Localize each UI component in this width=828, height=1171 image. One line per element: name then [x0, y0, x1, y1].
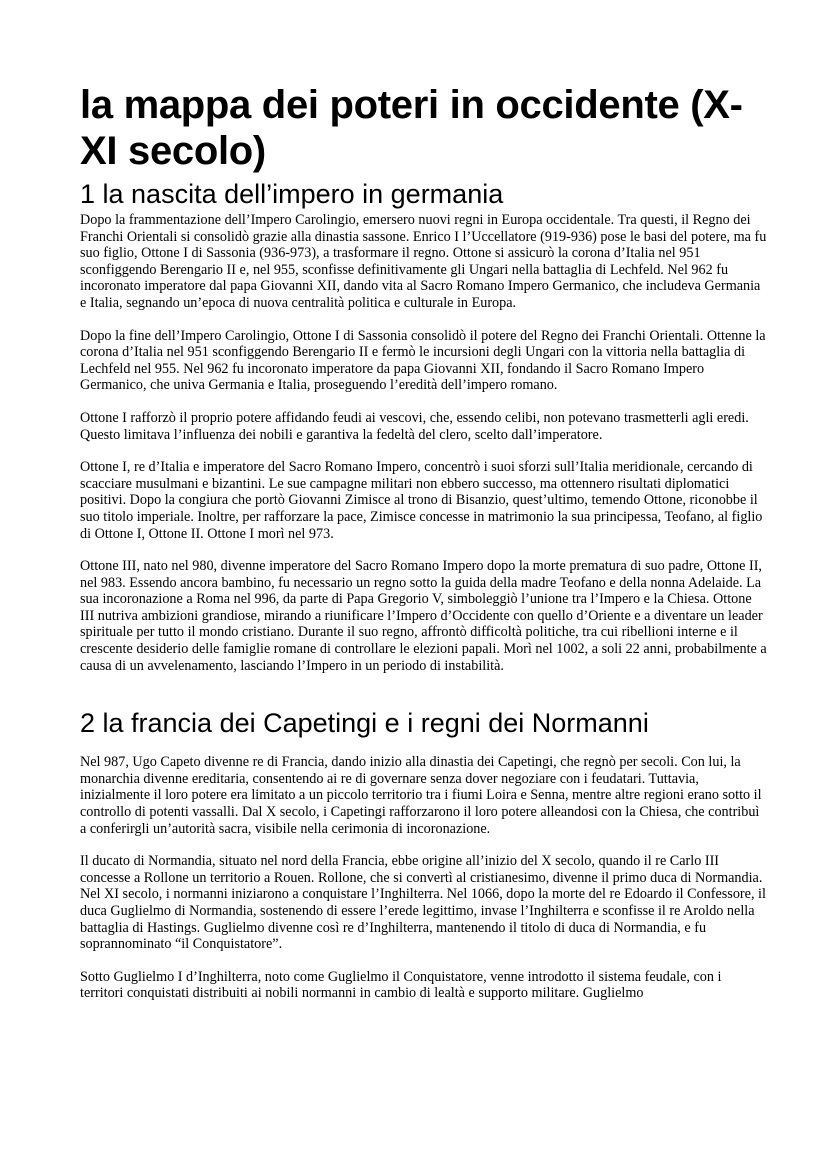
section-1-heading: 1 la nascita dell’impero in germania — [80, 179, 504, 209]
section-1-paragraph-2: Dopo la fine dell’Impero Carolingio, Ottone I di Sassonia consolidò il potere del Regno dei Franchi Orientali. Ottenne la corona d’Italia nel 951 sconfiggendo Berengario II e fermò le incursioni degli Ungari con la vittoria nella battaglia di Lechfeld nel 955. Nel 962 fu incoronato imperatore da papa Giovanni XII, fondando il Sacro Romano Impero Germanico, che univa Germania e Italia, proseguendo l’eredità dell’impero romano. — [80, 327, 766, 394]
section-2-paragraph-2: Il ducato di Normandia, situato nel nord della Francia, ebbe origine all’inizio del X secolo, quando il re Carlo III concesse a Rollone un territorio a Rouen. Rollone, che si convertì al cristianesimo, divenne il primo duca di Normandia. Nel XI secolo, i normanni iniziarono a conquistare l’Inghilterra. Nel 1066, dopo la morte del re Edoardo il Confessore, il duca Guglielmo di Normandia, sostenendo di essere l’erede legittimo, invase l’Inghilterra e sconfisse il re Aroldo nella battaglia di Hastings. Guglielmo divenne così re d’Inghilterra, mantenendo il titolo di duca di Normandia, e fu soprannominato “il Conquistatore”. — [80, 853, 766, 953]
section-1-paragraph-3: Ottone I rafforzò il proprio potere affidando feudi ai vescovi, che, essendo celibi, non potevano trasmetterli agli eredi. Questo limitava l’influenza dei nobili e garantiva la fedeltà del clero, scelto dall’imperatore. — [80, 409, 749, 443]
section-2-heading: 2 la francia dei Capetingi e i regni dei Normanni — [80, 708, 649, 739]
document-title: la mappa dei poteri in occidente (X-XI secolo) — [80, 83, 743, 173]
section-2-paragraph-1: Nel 987, Ugo Capeto divenne re di Francia, dando inizio alla dinastia dei Capetingi, che regnò per secoli. Con lui, la monarchia divenne ereditaria, consentendo ai re di governare senza dover negoziare con i feudatari. Tuttavia, inizialmente il loro potere era limitato a un piccolo territorio tra i fiumi Loira e Senna, mentre altre regioni erano sotto il controllo di potenti vassalli. Dal X secolo, i Capetingi rafforzarono il loro potere alleandosi con la Chiesa, che contribuì a conferirgli un’autorità sacra, visibile nella cerimonia di incoronazione. — [80, 754, 762, 837]
section-2-paragraph-3: Sotto Guglielmo I d’Inghilterra, noto come Guglielmo il Conquistatore, venne introdotto il sistema feudale, con i territori conquistati distribuiti ai nobili normanni in cambio di lealtà e supporto militare. Guglielmo — [80, 968, 722, 1002]
section-1-paragraph-4: Ottone I, re d’Italia e imperatore del Sacro Romano Impero, concentrò i suoi sforzi sull’Italia meridionale, cercando di scacciare musulmani e bizantini. Le sue campagne militari non ebbero successo, ma ottennero risultati diplomatici positivi. Dopo la congiura che portò Giovanni Zimisce al trono di Bisanzio, quest’ultimo, temendo Ottone, riconobbe il suo titolo imperiale. Inoltre, per rafforzare la pace, Zimisce concesse in matrimonio la sua principessa, Teofano, al figlio di Ottone I, Ottone II. Ottone I morì nel 973. — [80, 459, 763, 542]
section-1-paragraph-1: Dopo la frammentazione dell’Impero Carolingio, emersero nuovi regni in Europa occidentale. Tra questi, il Regno dei Franchi Orientali si consolidò grazie alla dinastia sassone. Enrico I l’Uccellatore (919-936) pose le basi del potere, ma fu suo figlio, Ottone I di Sassonia (936-973), a trasformare il regno. Ottone si assicurò la corona d’Italia nel 951 sconfiggendo Berengario II e, nel 955, sconfisse definitivamente gli Ungari nella battaglia di Lechfeld. Nel 962 fu incoronato imperatore dal papa Giovanni XII, dando vita al Sacro Romano Impero Germanico, che includeva Germania e Italia, segnando un’epoca di nuova centralità politica e culturale in Europa. — [80, 212, 767, 311]
section-1-paragraph-5: Ottone III, nato nel 980, divenne imperatore del Sacro Romano Impero dopo la morte prematura di suo padre, Ottone II, nel 983. Essendo ancora bambino, fu necessario un regno sotto la guida della madre Teofano e della nonna Adelaide. La sua incoronazione a Roma nel 996, da parte di Papa Gregorio V, simboleggiò l’unione tra l’Impero e la Chiesa. Ottone III nutriva ambizioni grandiose, mirando a riunificare l’Impero d’Occidente con quello d’Oriente e a diventare un leader spirituale per tutto il mondo cristiano. Durante il suo regno, affrontò difficoltà politiche, tra cui ribellioni interne e il crescente desiderio delle famiglie romane di controllare le elezioni papali. Morì nel 1002, a soli 22 anni, probabilmente a causa di un avvelenamento, lasciando l’Impero in un periodo di instabilità. — [80, 558, 767, 674]
